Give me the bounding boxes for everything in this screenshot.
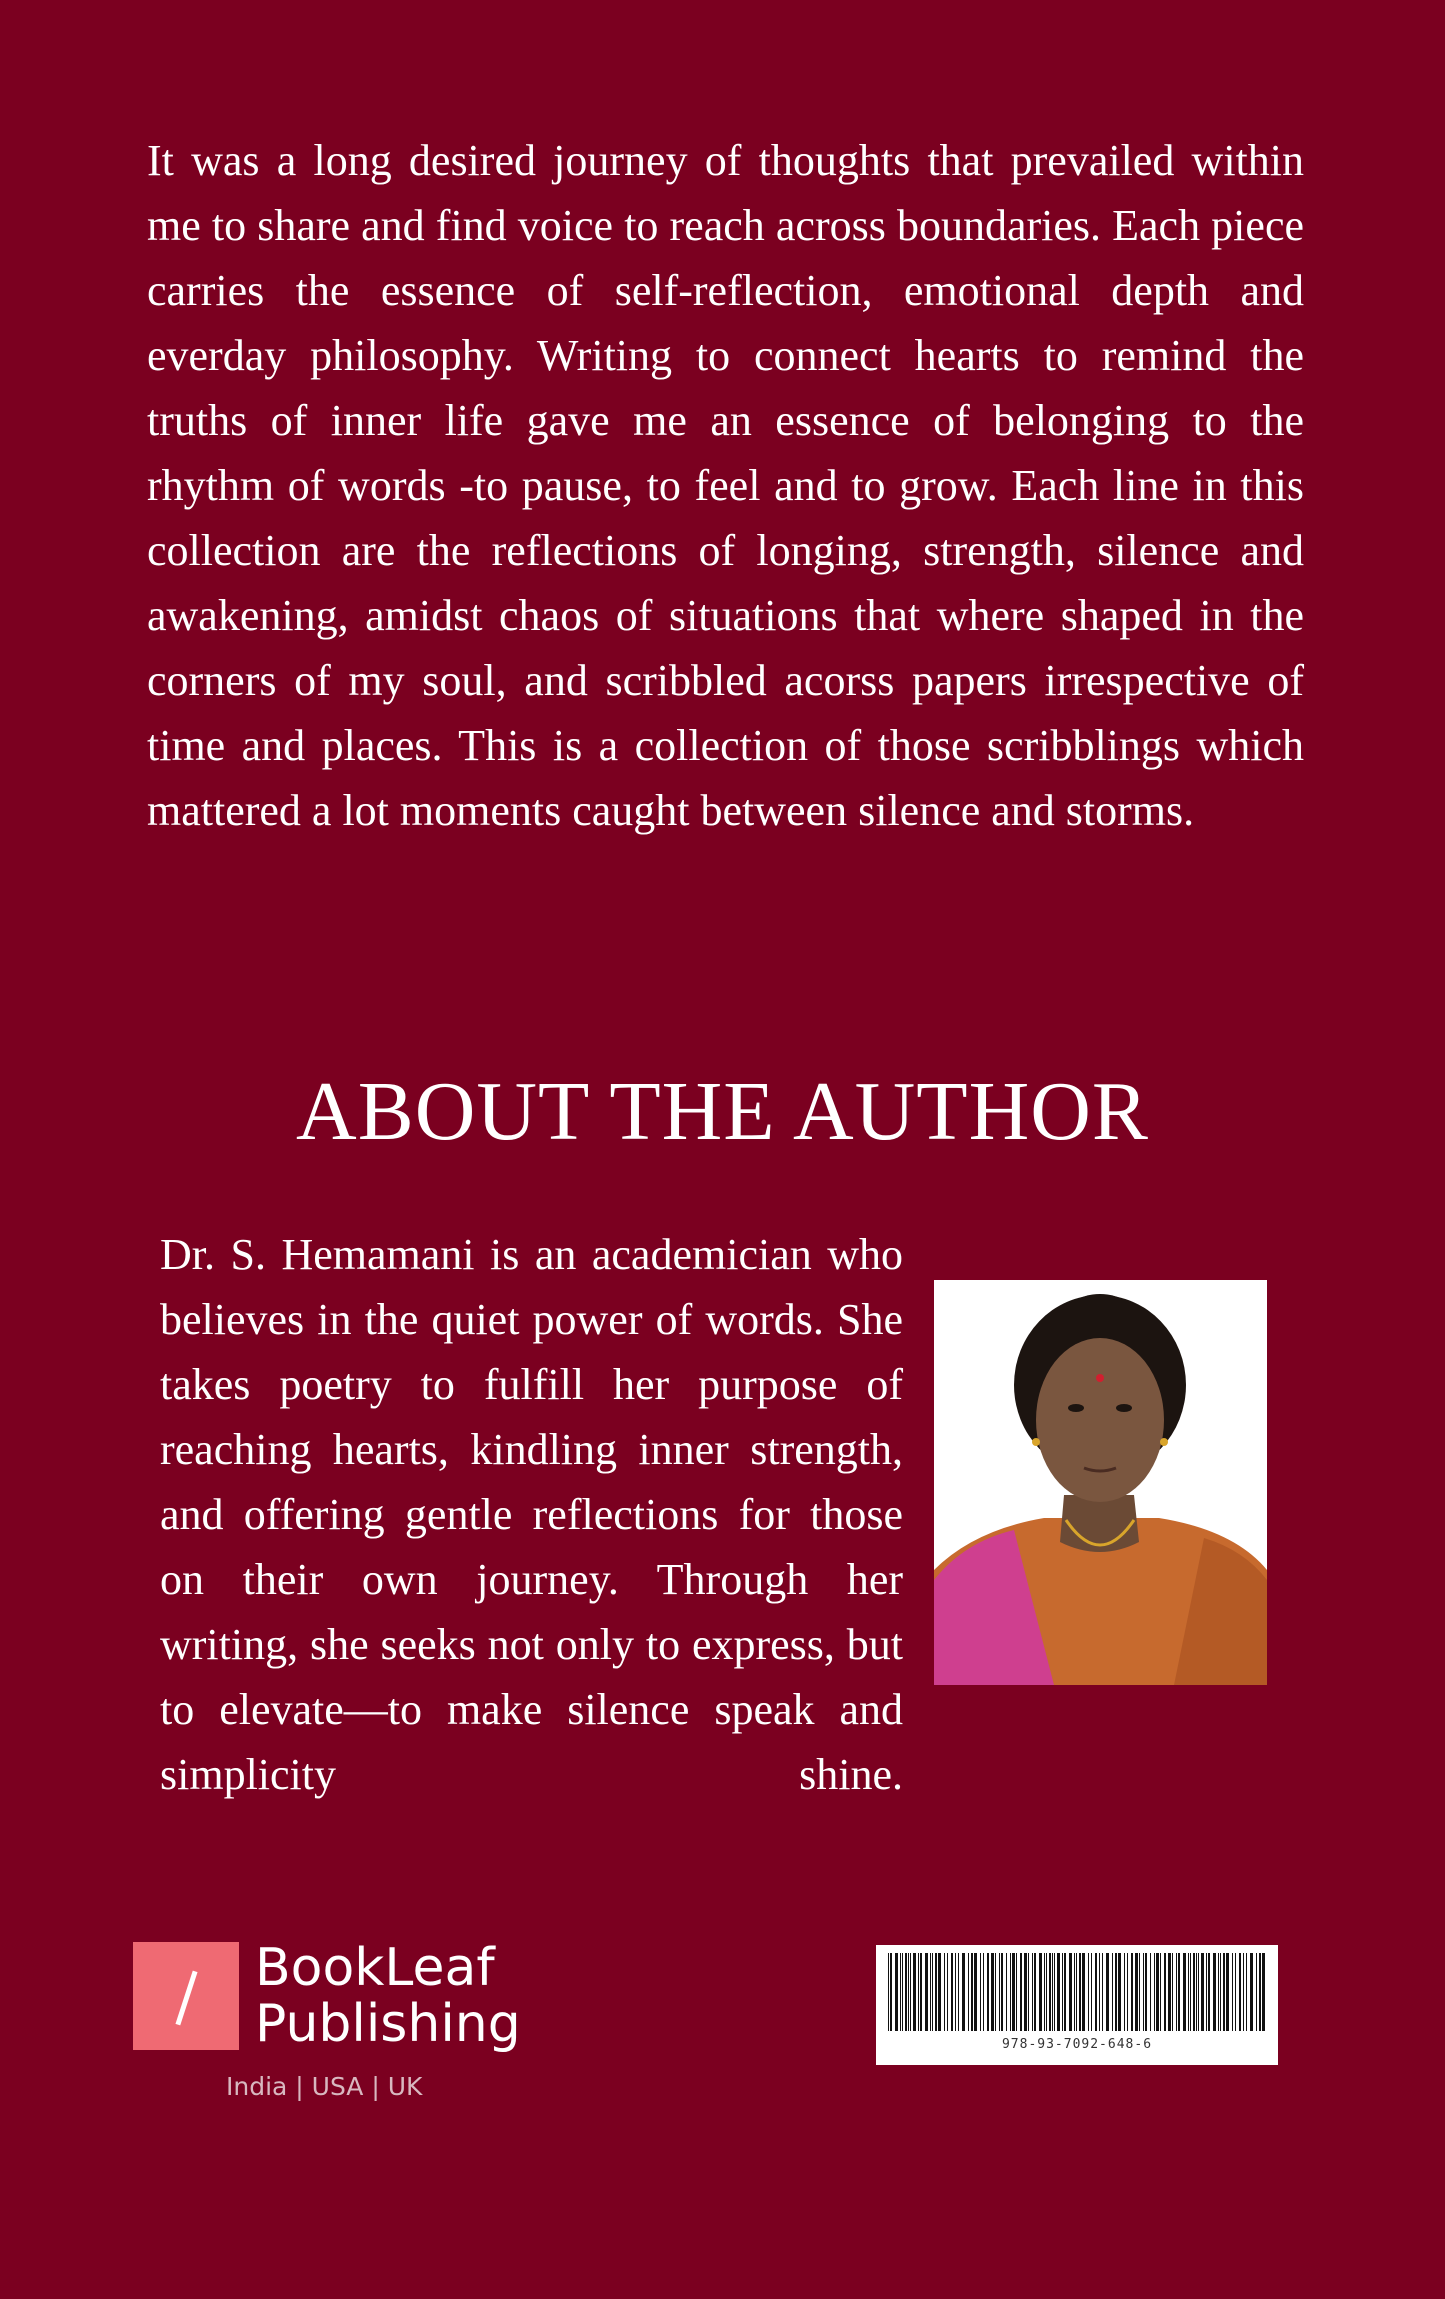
isbn-number: 978-93-7092-648-6 xyxy=(1001,2037,1153,2052)
publisher-regions: India | USA | UK xyxy=(226,2072,423,2101)
slash-icon xyxy=(133,1942,239,2050)
publisher-logo xyxy=(133,1938,533,2054)
author-photo xyxy=(934,1280,1267,1685)
back-cover-blurb: It was a long desired journey of thoughts that prevailed within me to share and find voice to reach across boundaries. Each piece carries the essence of self-reflection, emotional depth and everday philosophy. Writing to connect hearts to remind the truths of inner life gave me an essence of belonging to the rhythm of words -to pause, to feel and to grow. Each line in this collection are the reflections of longing, strength, silence and awakening, amidst chaos of situations that where shaped in the corners of my soul, and scribbled acorss papers irrespective of time and places. This is a collection of those scribblings which mattered a lot moments caught between silence and storms. xyxy=(147,136,1304,835)
isbn-barcode xyxy=(876,1945,1278,2065)
publisher-name-line1: BookLeaf xyxy=(255,1938,495,1998)
publisher-name-line2: Publishing xyxy=(255,1994,521,2054)
author-bio: Dr. S. Hemamani is an academician who believes in the quiet power of words. She takes poetry to fulfill her purpose of reaching hearts, kindling inner strength, and offering gentle reflections for those on their own journey. Through her writing, she seeks not only to express, but to elevate—to make silence speak and simplicity shine. xyxy=(160,1230,903,1799)
barcode-icon xyxy=(884,1953,1270,2035)
about-author-heading: ABOUT THE AUTHOR xyxy=(296,1065,1149,1158)
